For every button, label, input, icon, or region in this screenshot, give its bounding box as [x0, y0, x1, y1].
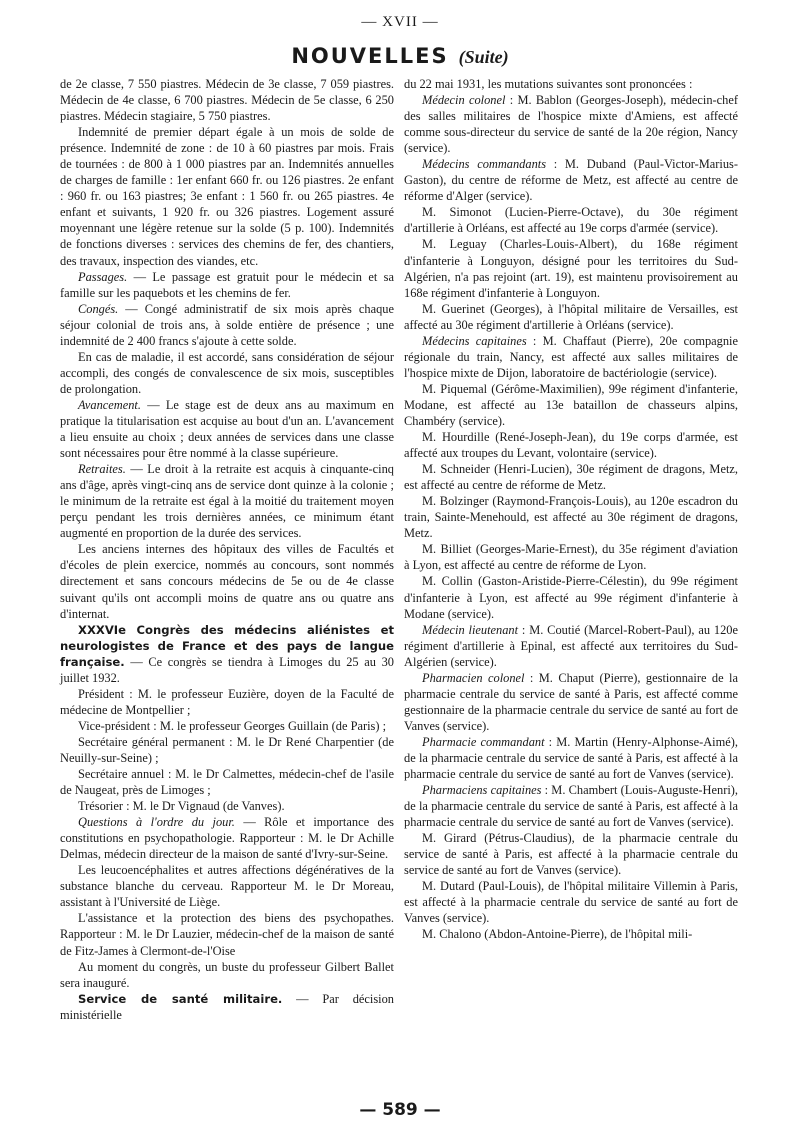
section-title: NOUVELLES: [291, 44, 449, 68]
paragraph-lead: Médecin colonel: [422, 93, 506, 108]
paragraph-text: M. Simonot (Lucien-Pierre-Octave), du 30e régiment d'artillerie à Orléans, est affecté au 19e corps d'armée (service).: [404, 205, 738, 236]
paragraph: [60, 397, 394, 461]
paragraph-text: : M. Chaput (Pierre), gestionnaire de la pharmacie centrale du service de santé à Paris, est affecté comme gestionnaire de la pharmacie centrale du service de santé au fort de Vanves (service).: [404, 670, 738, 733]
paragraph-text: M. Dutard (Paul-Louis), de l'hôpital militaire Villemin à Paris, est affecté à la pharmacie centrale du service de santé au fort de Vanves (service).: [404, 879, 738, 926]
paragraph-text: M. Hourdille (René-Joseph-Jean), du 19e corps d'armée, est affecté aux troupes du Levant, volontaire (service).: [404, 430, 738, 461]
paragraph: [404, 541, 738, 573]
paragraph-lead: Congés.: [78, 301, 119, 316]
paragraph: [404, 782, 738, 830]
paragraph-text: Au moment du congrès, un buste du professeur Gilbert Ballet sera inauguré.: [60, 959, 394, 990]
paragraph-text: : M. Martin (Henry-Alphonse-Aimé), de la pharmacie centrale du service de santé à Paris, est affecté à la pharmacie centrale du service de santé au fort de Vanves (service).: [404, 734, 738, 782]
paragraph-text: : M. Coutié (Marcel-Robert-Paul), au 120e régiment d'artillerie à Epinal, est affecté aux territoires du Sud-Algérien (service).: [404, 622, 738, 669]
paragraph-text: : M. Chaffaut (Pierre), 20e compagnie régionale du train, Nancy, est affecté aux salles militaires de l'hospice mixte de Dijon, laboratoire de bactériologie (service).: [404, 333, 738, 380]
paragraph-text: — Le stage est de deux ans au maximum en pratique la titularisation est acquise au bout d'un an. L'avancement a lieu ensuite au choix ; deux années de services dans une classe sont nécessaires pour être nommé à la classe supérieure.: [60, 397, 394, 461]
paragraph-lead: Médecin lieutenant: [422, 622, 519, 637]
paragraph-text: M. Billiet (Georges-Marie-Ernest), du 35e régiment d'aviation à Lyon, est affecté au centre de réforme de Lyon.: [404, 542, 738, 573]
paragraph: [404, 204, 738, 236]
paragraph: [404, 236, 738, 300]
paragraph: [60, 541, 394, 621]
paragraph: [60, 862, 394, 910]
paragraph-text: — Congé administratif de six mois après chaque séjour colonial de trois ans, à solde entière de présence ; une indemnité de 2 400 francs s'ajoute à cette solde.: [60, 301, 394, 348]
paragraph-text: M. Schneider (Henri-Lucien), 30e régiment de dragons, Metz, est affecté au centre de réforme de Metz.: [404, 462, 738, 493]
paragraph-lead: Médecins commandants: [422, 157, 547, 172]
paragraph: [404, 461, 738, 493]
paragraph: [60, 718, 394, 734]
paragraph-text: M. Collin (Gaston-Aristide-Pierre-Célestin), du 99e régiment d'infanterie à Lyon, est affecté au 99e régiment d'infanterie à Modane (service).: [404, 574, 738, 621]
paragraph-lead: Retraites.: [78, 462, 126, 477]
paragraph-text: du 22 mai 1931, les mutations suivantes sont prononcées :: [404, 77, 693, 91]
paragraph-text: — Le droit à la retraite est acquis à cinquante-cinq ans d'âge, après vingt-cinq ans de service dont quinze à la colonie ; le minimum de la retraite est égal à la moitié du traitement moyen perçu pendant les trois dernières années, ce minimum étant augmenté en proportion de la durée des services.: [60, 462, 394, 541]
paragraph-lead: Pharmacien colonel: [422, 670, 525, 685]
paragraph-text: M. Bolzinger (Raymond-François-Louis), au 120e escadron du train, Sainte-Menehould, est affecté au 30e régiment de dragons, Metz.: [404, 494, 738, 541]
paragraph: [60, 349, 394, 397]
paragraph: [404, 830, 738, 878]
section-header: [0, 44, 800, 68]
paragraph: [404, 92, 738, 156]
paragraph: [404, 301, 738, 333]
paragraph-text: — Ce congrès se tiendra à Limoges du 25 au 30 juillet 1932.: [60, 654, 394, 685]
roman-page-number: — XVII —: [361, 14, 439, 30]
paragraph-text: Indemnité de premier départ égale à un mois de solde de présence. Indemnité de zone : de 10 à 60 piastres par mois. Frais de tournées : de 800 à 1 000 piastres par an. Indemnités annuelles de charges de famille : 1er enfant 660 fr. ou 126 piastres. 2e enfant : 960 fr. ou 163 piastres; 3e enfant : 1 560 fr. ou 265 piastres. 4e enfant et suivants, 1 920 fr. ou 326 piastres. Logement assuré moyennant une légère retenue sur la solde (5 p. 100). Indemnités de fonctions diverses : services des chemins de fer, des chantiers, des travaux, inspection des viandes, etc.: [60, 125, 394, 268]
page-number: — 589 —: [359, 1100, 441, 1120]
paragraph-text: — Rôle et importance des constitutions en psychopathologie. Rapporteur : M. le Dr Achille Delmas, médecin directeur de la maison de santé d'Ivry-sur-Seine.: [60, 815, 395, 862]
paragraph: [60, 798, 394, 814]
paragraph-text: M. Guerinet (Georges), à l'hôpital militaire de Versailles, est affecté au 30e régiment d'artillerie à Orléans (service).: [404, 301, 738, 332]
paragraph: [404, 622, 738, 670]
paragraph-text: Secrétaire général permanent : M. le Dr René Charpentier (de Neuilly-sur-Seine) ;: [60, 734, 394, 765]
paragraph-text: M. Girard (Pétrus-Claudius), de la pharmacie centrale du service de santé à Paris, est affecté à la pharmacie centrale du service de santé au fort de Vanves (service).: [404, 831, 738, 878]
paragraph-text: — Le passage est gratuit pour le médecin et sa famille sur les paquebots et les chemins de fer.: [60, 269, 394, 300]
paragraph: [404, 493, 738, 541]
paragraph-text: : M. Chambert (Louis-Auguste-Henri), de la pharmacie centrale du service de santé à Paris, est affecté à la pharmacie centrale du service de santé au fort de Vanves (service).: [404, 783, 738, 830]
paragraph-lead: Médecins capitaines: [422, 333, 527, 348]
paragraph: [60, 124, 394, 268]
paragraph-text: Président : M. le professeur Euzière, doyen de la Faculté de médecine de Montpellier ;: [60, 686, 394, 717]
paragraph-lead: Avancement.: [78, 397, 141, 412]
left-column: [60, 76, 394, 1023]
paragraph-text: L'assistance et la protection des biens des psychopathes. Rapporteur : M. le Dr Lauzier, médecin-chef de la maison de santé de Fitz-James à Clermont-de-l'Oise: [60, 911, 394, 958]
paragraph-text: En cas de maladie, il est accordé, sans considération de séjour accompli, des congés de convalescence de six mois, susceptibles de prolongation.: [60, 349, 394, 396]
paragraph: [60, 734, 394, 766]
paragraph: [60, 76, 394, 124]
paragraph-lead: Questions à l'ordre du jour.: [78, 815, 235, 830]
paragraph: [404, 926, 738, 942]
paragraph-text: Les anciens internes des hôpitaux des villes de Facultés et d'écoles de plein exercice, nommés au concours, sont nommés directement et sans concours médecins de 5e ou de 4e classe suivant qu'ils ont accompli moins de quatre ans ou quatre ans d'internat.: [60, 542, 394, 621]
paragraph-text: M. Leguay (Charles-Louis-Albert), du 168e régiment d'infanterie à Longuyon, désigné pour les territoires du Sud-Algérien, n'a pas rejoint (art. 19), est maintenu provisoirement au 168e régiment d'infanterie à Longuyon.: [404, 237, 738, 300]
paragraph: [60, 991, 394, 1023]
paragraph: [60, 814, 394, 862]
paragraph: [404, 734, 738, 782]
paragraph-lead: Pharmaciens capitaines: [422, 783, 542, 798]
section-subtitle: (Suite): [458, 47, 509, 67]
paragraph-lead: Passages.: [78, 269, 128, 284]
paragraph: [60, 686, 394, 718]
paragraph: [404, 381, 738, 429]
paragraph-text: : M. Duband (Paul-Victor-Marius-Gaston), du centre de réforme de Metz, est affecté au centre de réforme d'Alger (service).: [404, 157, 738, 204]
paragraph: [404, 156, 738, 204]
paragraph-text: M. Piquemal (Gérôme-Maximilien), 99e régiment d'infanterie, Modane, est affecté au 13e bataillon de chasseurs alpins, Chambéry (service).: [404, 381, 738, 428]
paragraph: [60, 301, 394, 349]
paragraph: [404, 670, 738, 734]
paragraph: [60, 461, 394, 541]
paragraph-text: Vice-président : M. le professeur Georges Guillain (de Paris) ;: [78, 718, 387, 733]
paragraph-lead: Pharmacie commandant: [422, 734, 545, 749]
paragraph: [60, 959, 394, 991]
paragraph: [404, 573, 738, 621]
paragraph-heading: XXXVIe Congrès des médecins aliénistes et neurologistes de France et des pays de langue française.: [60, 622, 394, 669]
paragraph: [404, 429, 738, 461]
paragraph-text: de 2e classe, 7 550 piastres. Médecin de 3e classe, 7 059 piastres. Médecin de 4e classe, 6 700 piastres. Médecin de 5e classe, 6 250 piastres. Médecin stagiaire, 5 750 piastres.: [60, 77, 394, 124]
paragraph-text: Trésorier : M. le Dr Vignaud (de Vanves).: [78, 799, 285, 814]
paragraph-text: Secrétaire annuel : M. le Dr Calmettes, médecin-chef de l'asile de Naugeat, près de Limoges ;: [60, 767, 394, 798]
paragraph-text: M. Chalono (Abdon-Antoine-Pierre), de l'hôpital mili-: [422, 927, 693, 942]
paragraph: [404, 333, 738, 381]
paragraph-text: Les leucoencéphalites et autres affections dégénératives de la substance blanche du cerveau. Rapporteur M. le Dr Moreau, assistant à l'Université de Liège.: [60, 863, 394, 910]
paragraph: [60, 622, 394, 686]
paragraph-text: : M. Bablon (Georges-Joseph), médecin-chef des salles militaires de l'hospice mixte d'Amiens, est affecté comme sous-directeur du service de santé de la 20e région, Nancy (service).: [404, 93, 738, 156]
paragraph: [404, 76, 738, 92]
paragraph: [60, 269, 394, 301]
paragraph: [60, 910, 394, 958]
paragraph: [60, 766, 394, 798]
paragraph-text: — Par décision ministérielle: [60, 991, 394, 1022]
paragraph-heading: Service de santé militaire.: [78, 991, 283, 1006]
right-column: [404, 76, 738, 943]
paragraph: [404, 878, 738, 926]
